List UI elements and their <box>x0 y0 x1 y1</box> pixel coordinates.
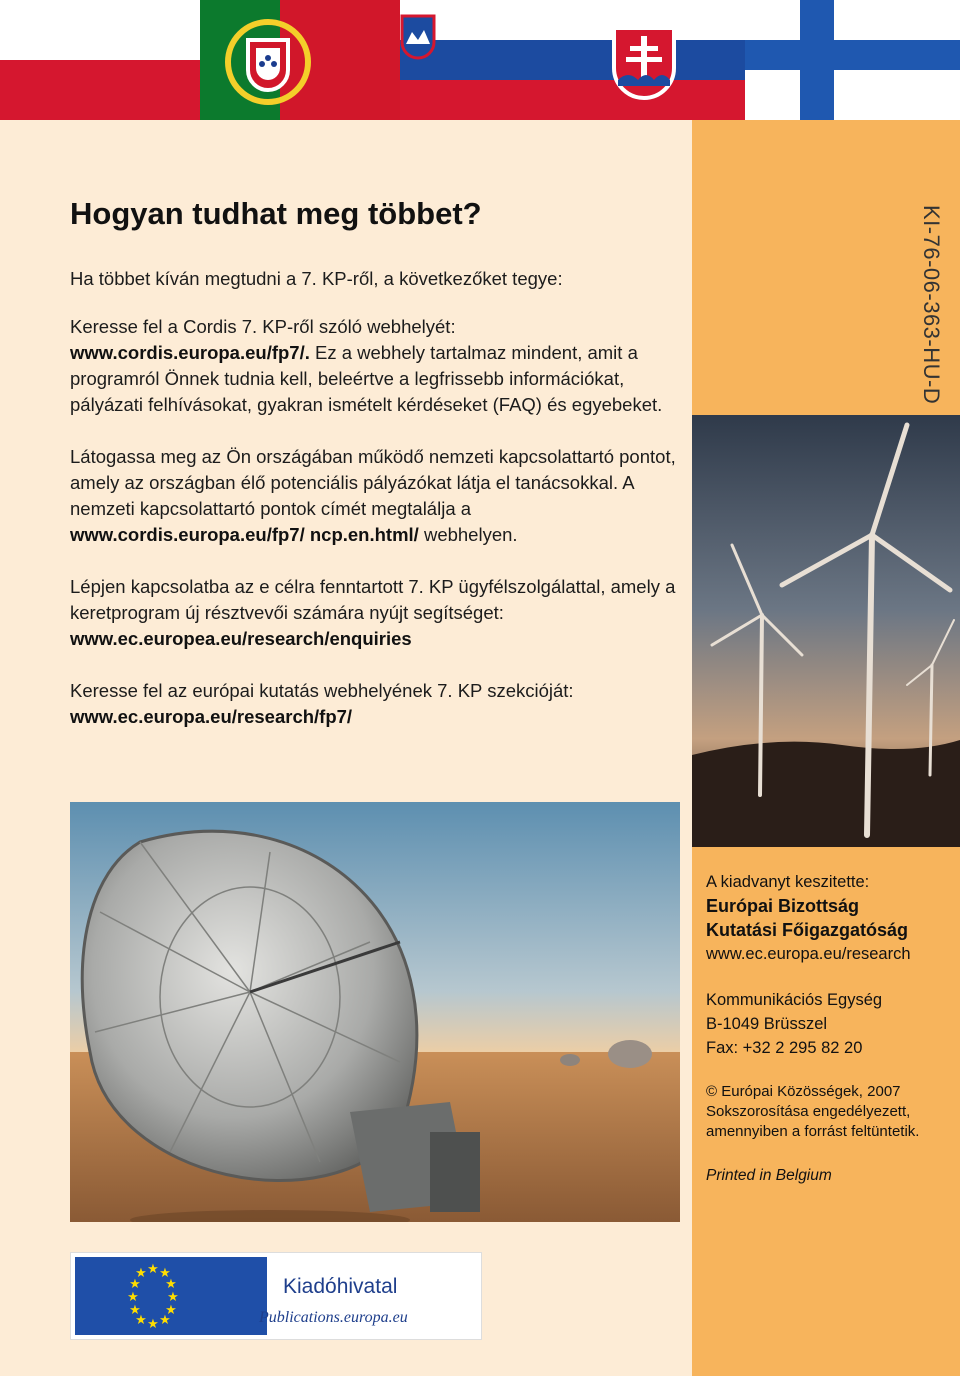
main-content <box>70 196 680 756</box>
cordis-link[interactable]: www.cordis.europa.eu/fp7/. <box>70 342 310 363</box>
slovenia-flag-icon <box>400 0 600 120</box>
imprint-unit: Kommunikációs Egység <box>706 991 883 1009</box>
portugal-flag-icon <box>200 0 400 120</box>
svg-text:★: ★ <box>129 1277 141 1292</box>
imprint-label: A kiadvanyt keszitette: <box>706 873 870 891</box>
imprint-url[interactable]: www.ec.europa.eu/research <box>706 945 911 963</box>
svg-text:★: ★ <box>159 1313 171 1328</box>
imprint-copyright: © Európai Közösségek, 2007 <box>706 1083 901 1100</box>
imprint-dg: Kutatási Főigazgatóság <box>706 920 909 940</box>
eu-flag-icon <box>75 1257 267 1335</box>
poland-flag-icon <box>0 0 210 120</box>
svg-text:★: ★ <box>135 1313 147 1328</box>
enquiries-link[interactable]: www.ec.europea.eu/research/enquiries <box>70 628 412 649</box>
logo-subtitle: Publications.europa.eu <box>259 1309 408 1326</box>
imprint-printed: Printed in Belgium <box>706 1167 832 1184</box>
imprint-fax: Fax: +32 2 295 82 20 <box>706 1039 863 1057</box>
svg-text:★: ★ <box>147 1317 159 1332</box>
finland-flag-icon <box>745 0 960 120</box>
svg-text:★: ★ <box>135 1266 147 1281</box>
radio-telescope-photo <box>70 802 680 1222</box>
helpdesk-paragraph: Lépjen kapcsolatba az e célra fenntartott 7. KP ügyfélszolgálattal, amely a keretprogram új résztvevői számára nyújt segítséget: www.ec.europea.eu/research/enquiries <box>70 576 676 649</box>
svg-text:★: ★ <box>127 1290 139 1305</box>
fp7-link[interactable]: www.ec.europa.eu/research/fp7/ <box>70 706 353 727</box>
imprint-repro-1: Sokszorosítása engedélyezett, <box>706 1103 911 1120</box>
catalogue-code: KI-76-06-363-HU-D <box>919 205 944 405</box>
flag-strip <box>0 0 960 120</box>
slovakia-flag-icon <box>600 0 745 120</box>
ncp-paragraph: Látogassa meg az Ön országában működő nemzeti kapcsolattartó pontot, amely az országban élő potenciális pályázókat látja el tanácsokkal. A nemzeti kapcsolattartó pontok címét megtalálja a www.cordis.europa.eu/fp7/ ncp.en.html/ webhelyen. <box>70 446 676 545</box>
svg-text:★: ★ <box>167 1290 179 1305</box>
wind-turbines-photo <box>692 415 960 847</box>
ncp-link[interactable]: www.cordis.europa.eu/fp7/ ncp.en.html/ <box>70 524 419 545</box>
imprint <box>706 870 956 1188</box>
svg-text:★: ★ <box>159 1266 171 1281</box>
imprint-repro-2: amennyiben a forrást feltüntetik. <box>706 1123 920 1140</box>
page-title: Hogyan tudhat meg többet? <box>70 196 482 231</box>
svg-text:★: ★ <box>165 1303 177 1318</box>
intro-text: Ha többet kíván megtudni a 7. KP-ről, a következőket tegye: <box>70 268 563 289</box>
svg-text:★: ★ <box>165 1277 177 1292</box>
imprint-org: Európai Bizottság <box>706 896 860 916</box>
research-paragraph: Keresse fel az európai kutatás webhelyének 7. KP szekcióját: www.ec.europa.eu/research/fp7/ <box>70 680 574 727</box>
cordis-paragraph: Keresse fel a Cordis 7. KP-ről szóló webhelyét: www.cordis.europa.eu/fp7/. Ez a webhely tartalmaz mindent, amit a programról Önnek tudnia kell, beleértve a legfrissebb információkat, pályázati felhívásokat, gyakran ismételt kérdéseket (FAQ) és egyebeket. <box>70 316 663 415</box>
svg-text:★: ★ <box>147 1262 159 1277</box>
logo-title: Kiadóhivatal <box>283 1275 398 1298</box>
imprint-address: B-1049 Brüsszel <box>706 1015 828 1033</box>
publications-office-logo <box>70 1252 482 1340</box>
svg-text:★: ★ <box>129 1303 141 1318</box>
